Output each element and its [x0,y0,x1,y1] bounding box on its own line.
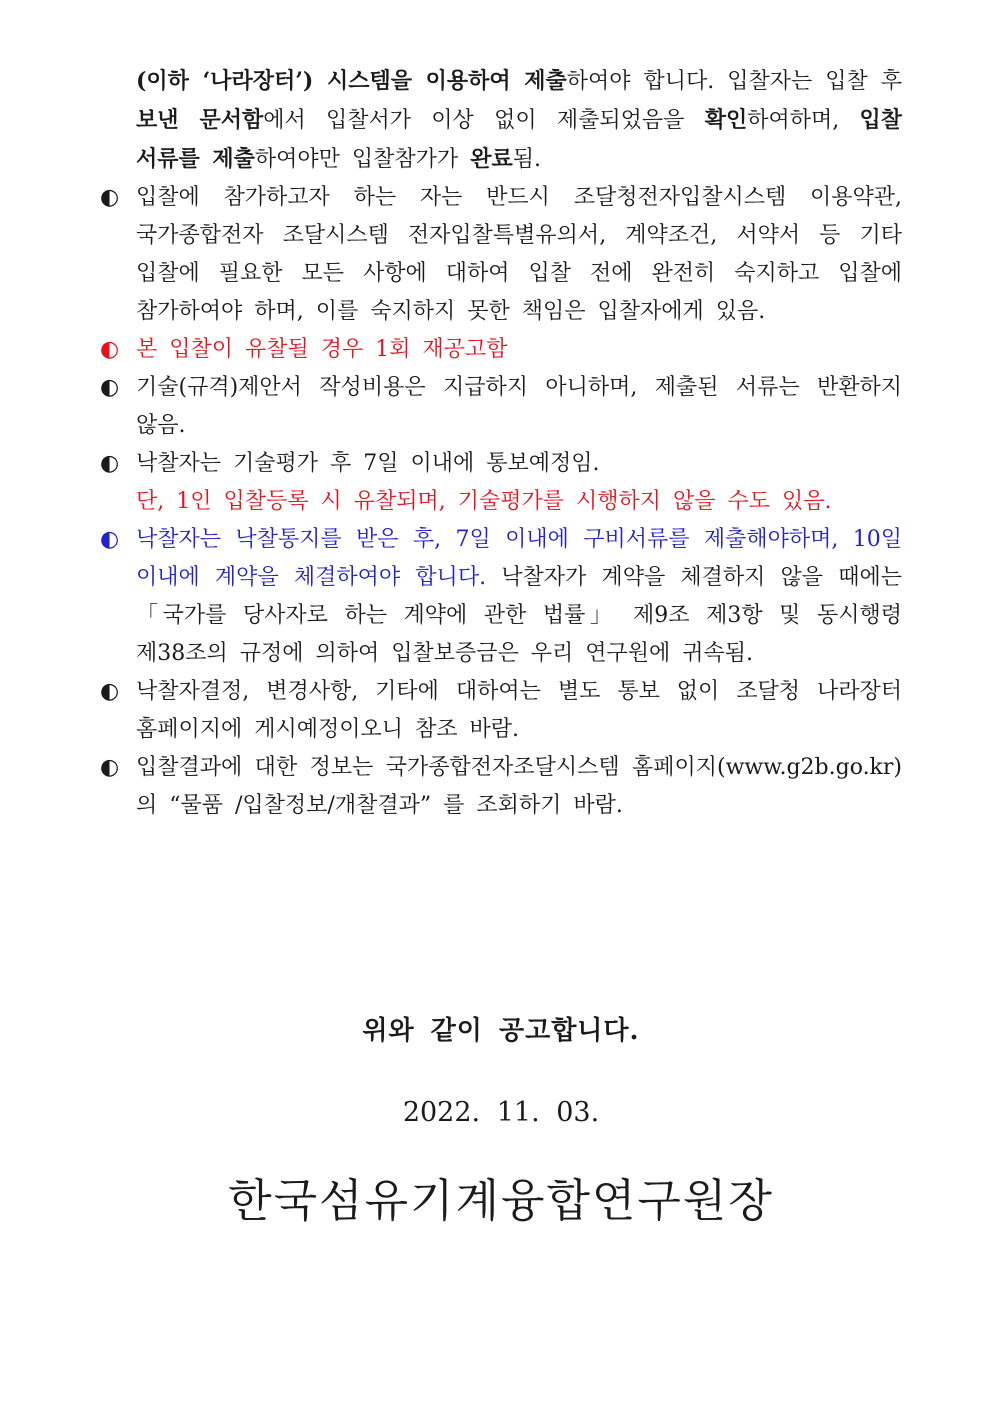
paragraph-text [136,69,902,172]
half-circle-bullet-icon: ◐ [100,375,120,400]
text-segment: 하여야만 입찰참가가 [254,147,471,172]
paragraph [100,62,902,179]
text-segment: 기술(규격)제안서 작성비용은 지급하지 아니하며, 제출된 서류는 반환하지 않음. [136,375,902,438]
bullet-paragraph [100,749,902,825]
text-segment: 하여하며, [747,108,860,133]
text-segment: 입찰결과에 대한 정보는 국가종합전자조달시스템 홈페이지(www.g2b.go.kr)의 “물품 /입찰정보/개찰결과” 를 조회하기 바람. [136,755,902,818]
paragraph-text [136,375,902,438]
text-segment: (이하 ‘나라장터’) 시스템을 이용하여 제출 [136,68,567,94]
text-segment: 입찰 서류를 제출 [136,107,903,172]
paragraph-text [136,337,508,362]
text-segment: 완료 [470,146,513,172]
half-circle-bullet-icon: ◐ [100,755,120,780]
text-segment: 본 입찰이 유찰될 경우 1회 재공고함 [136,337,508,362]
paragraph-text [136,679,902,742]
text-segment: 낙찰자결정, 변경사항, 기타에 대하여는 별도 통보 없이 조달청 나라장터 홈페이지에 게시예정이오니 참조 바람. [136,679,902,742]
paragraph-text [136,451,831,514]
bullet-paragraph [100,521,902,673]
half-circle-bullet-icon: ◐ [100,527,120,552]
notice-date: 2022. 11. 03. [402,1097,600,1128]
text-segment: 에서 입찰서가 이상 없이 제출되었음을 [263,108,705,133]
half-circle-bullet-icon: ◐ [100,451,120,476]
paragraph-text [136,527,902,666]
text-segment: 입찰에 참가하고자 하는 자는 반드시 조달청전자입찰시스템 이용약관, 국가종합전자 조달시스템 전자입찰특별유의서, 계약조건, 서약서 등 기타 입찰에 필요한 모든 사항에 대하여 입찰 전에 완전히 숙지하고 입찰에 참가하여야 하며, 이를 숙지하지 못한 책임은 입찰자에게 있음. [136,185,902,324]
text-segment: 낙찰자가 계약을 체결하지 않을 때에는 「국가를 당사자로 하는 계약에 관한 법률」 제9조 제3항 및 동시행령 제38조의 규정에 의하여 입찰보증금은 우리 연구원에 귀속됨. [136,565,902,666]
bullet-paragraph [100,673,902,749]
issuer-signature: 한국섬유기계융합연구원장 [228,1174,774,1227]
paragraph-text [136,755,902,818]
bullet-paragraph [100,331,902,369]
text-segment: 확인 [704,107,748,133]
text-segment: 하여야 합니다. 입찰자는 입찰 후 [566,69,902,94]
text-segment: 됨. [512,147,541,172]
half-circle-bullet-icon: ◐ [100,337,120,362]
bullet-paragraph [100,445,902,521]
notice-body [100,62,902,825]
text-segment: 낙찰자는 기술평가 후 7일 이내에 통보예정임. [136,451,600,476]
closing-statement: 위와 같이 공고합니다. [362,1016,640,1046]
half-circle-bullet-icon: ◐ [100,185,120,210]
bullet-paragraph [100,369,902,445]
half-circle-bullet-icon: ◐ [100,679,120,704]
text-segment: 보낸 문서함 [136,107,264,133]
paragraph-text [136,185,902,324]
text-segment: 단, 1인 입찰등록 시 유찰되며, 기술평가를 시행하지 않을 수도 있음. [136,489,832,514]
text-segment: 낙찰자는 낙찰통지를 받은 후, 7일 이내에 구비서류를 제출해야하며, 10일 이내에 계약을 체결하여야 합니다. [136,527,902,590]
bullet-paragraph [100,179,902,331]
